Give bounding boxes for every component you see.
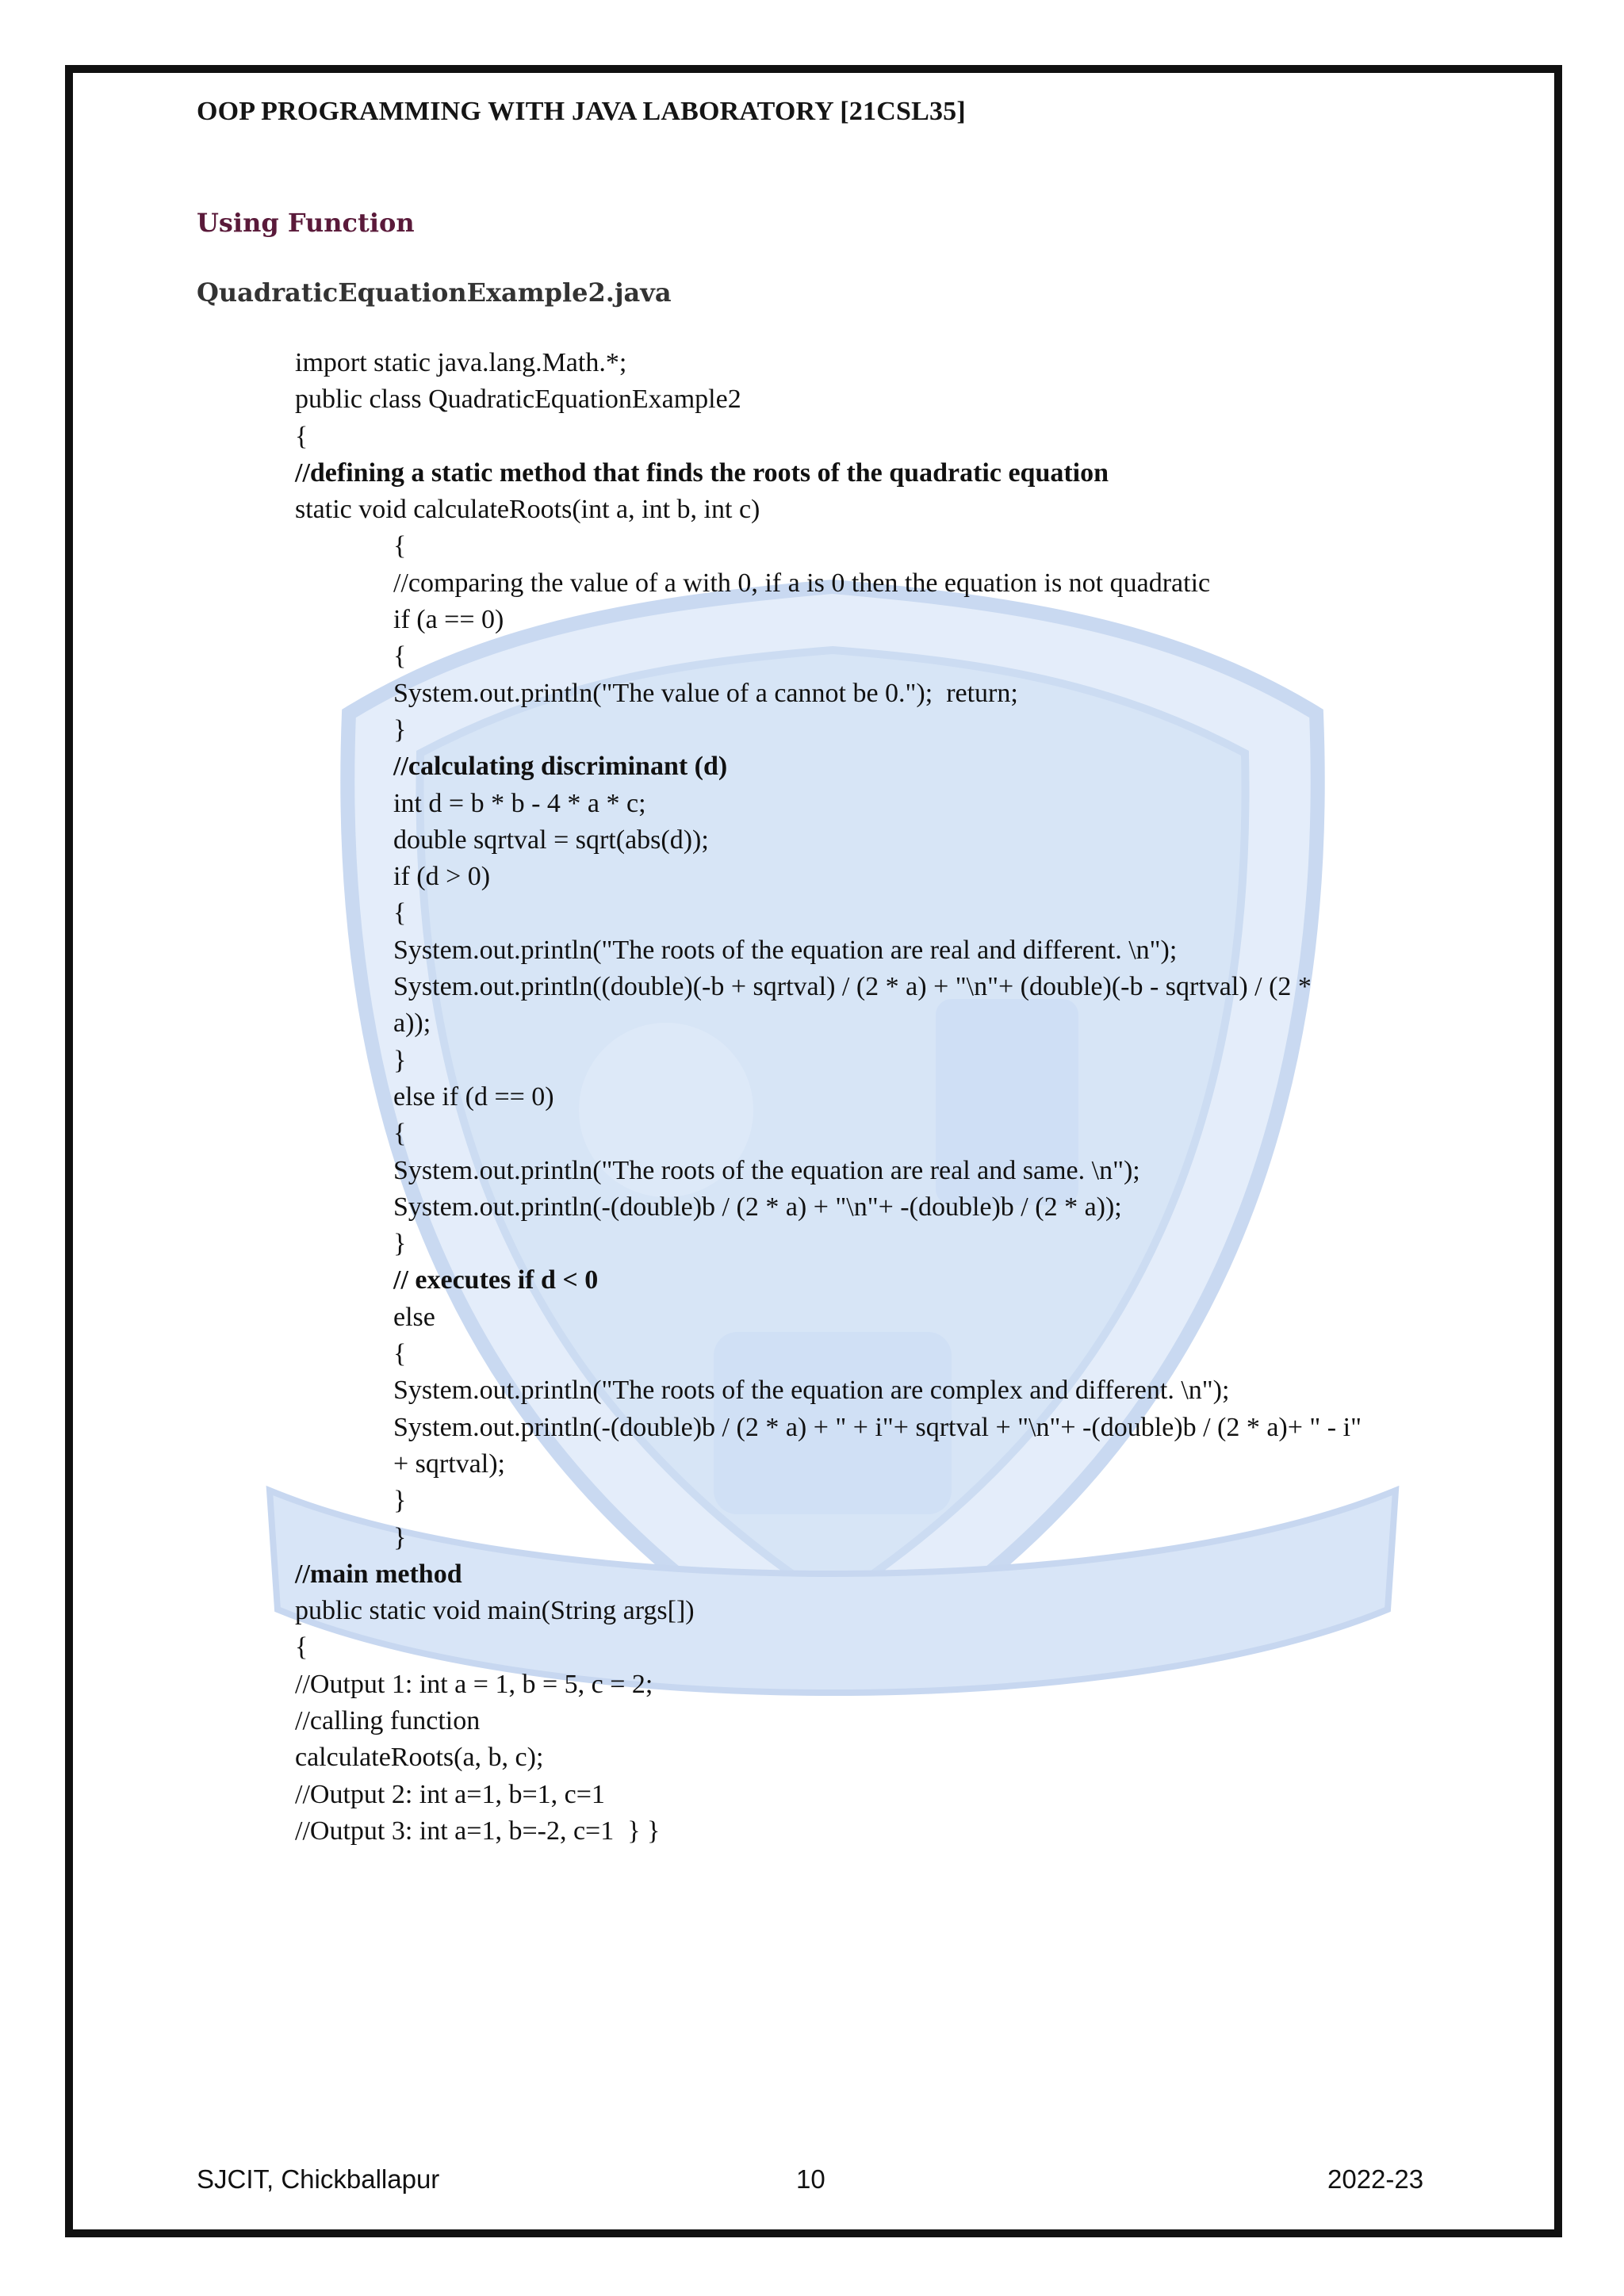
code-line: int d = b * b - 4 * a * c; xyxy=(393,788,646,818)
code-listing xyxy=(295,345,1445,1850)
code-line: public class QuadraticEquationExample2 xyxy=(295,385,741,415)
code-line: } xyxy=(393,1229,407,1259)
code-line: public static void main(String args[]) xyxy=(295,1596,695,1626)
code-comment-line: //defining a static method that finds the roots of the quadratic equation xyxy=(295,457,1109,488)
code-line: a)); xyxy=(393,1008,431,1039)
code-line: } xyxy=(393,1486,407,1516)
section-heading: Using Function xyxy=(197,208,415,238)
code-line: static void calculateRoots(int a, int b, int c) xyxy=(295,495,760,525)
footer-institution: SJCIT, Chickballapur xyxy=(197,2164,440,2194)
code-line: import static java.lang.Math.*; xyxy=(295,348,627,377)
code-line: double sqrtval = sqrt(abs(d)); xyxy=(393,825,709,855)
code-line: System.out.println("The roots of the equation are real and different. \n"); xyxy=(393,935,1178,965)
code-comment-line: // executes if d < 0 xyxy=(393,1265,599,1295)
code-line: //calling function xyxy=(295,1705,481,1735)
code-line: } xyxy=(393,1522,407,1552)
code-line: if (a == 0) xyxy=(393,605,504,635)
code-line: } xyxy=(393,714,407,744)
footer-page-number: 10 xyxy=(796,2164,825,2194)
code-line: //Output 1: int a = 1, b = 5, c = 2; xyxy=(295,1669,653,1699)
code-line: { xyxy=(393,531,407,561)
code-line: { xyxy=(393,1119,407,1149)
code-line: { xyxy=(393,641,407,672)
code-line: System.out.println((double)(-b + sqrtval) / (2 * a) + "\n"+ (double)(-b - sqrtval) / (2 * xyxy=(393,972,1312,1002)
code-line: //Output 3: int a=1, b=-2, c=1 } } xyxy=(295,1816,661,1846)
code-comment-line: //main method xyxy=(295,1559,462,1589)
code-line: if (d > 0) xyxy=(393,862,491,892)
code-line: else xyxy=(393,1302,435,1332)
code-line: calculateRoots(a, b, c); xyxy=(295,1743,544,1773)
document-header-title: OOP PROGRAMMING WITH JAVA LABORATORY [21CSL35] xyxy=(197,97,966,126)
code-line: { xyxy=(393,1339,407,1369)
code-line: System.out.println(-(double)b / (2 * a) + " + i"+ sqrtval + "\n"+ -(double)b / (2 * a)+ " - i" xyxy=(393,1412,1362,1442)
code-line: { xyxy=(295,421,308,451)
file-name-heading: QuadraticEquationExample2.java xyxy=(197,277,672,308)
code-line: + sqrtval); xyxy=(393,1448,505,1479)
code-comment-line: //calculating discriminant (d) xyxy=(393,752,728,782)
code-line: System.out.println("The value of a cannot be 0."); return; xyxy=(393,678,1018,708)
code-line: } xyxy=(393,1045,407,1075)
code-line: else if (d == 0) xyxy=(393,1081,554,1112)
code-line: { xyxy=(393,898,407,928)
code-line: System.out.println("The roots of the equation are real and same. \n"); xyxy=(393,1155,1140,1185)
code-line: System.out.println("The roots of the equation are complex and different. \n"); xyxy=(393,1376,1230,1406)
code-line: { xyxy=(295,1632,308,1663)
code-line: System.out.println(-(double)b / (2 * a) + "\n"+ -(double)b / (2 * a)); xyxy=(393,1192,1122,1222)
footer-academic-year: 2022-23 xyxy=(1327,2164,1424,2194)
code-line: //Output 2: int a=1, b=1, c=1 xyxy=(295,1779,605,1809)
code-line: //comparing the value of a with 0, if a is 0 then the equation is not quadratic xyxy=(393,568,1211,598)
